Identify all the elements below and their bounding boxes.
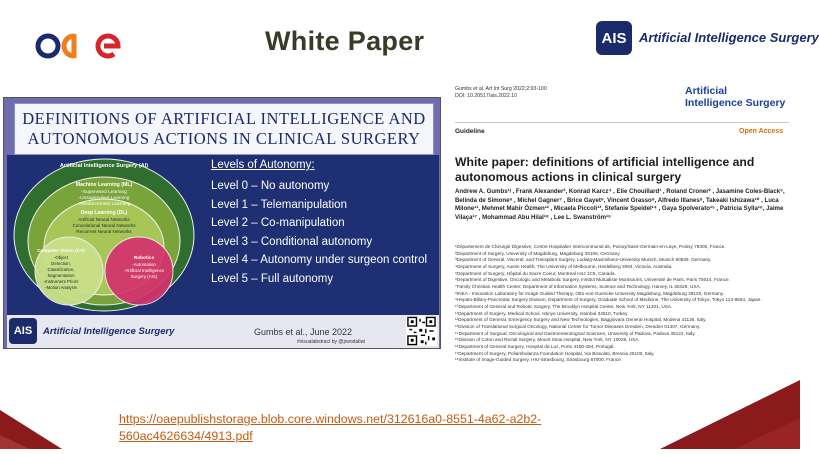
venn-dl-item: Artificial Neural Networks xyxy=(78,217,130,222)
venn-dl-item: Recurrent Neural Networks xyxy=(76,229,132,234)
level-item: Level 1 – Telemanipulation xyxy=(211,198,347,211)
level-item: Level 0 – No autonomy xyxy=(211,180,330,192)
level-item: Level 2 – Co-manipulation xyxy=(211,217,345,229)
affiliation-item: ³Department of General, Visceral, and Transplant Surgery, Ludwig-Maximilians-University Munich, Munich 80539, Germany. xyxy=(455,257,712,263)
venn-cv-item: -Object xyxy=(53,255,69,260)
autonomy-levels xyxy=(211,159,427,288)
affiliation-item: ¹¹Department of Surgery, Medical School, Istinye University, Istanbul 34010, Turkey. xyxy=(455,310,629,316)
poster-body xyxy=(7,155,439,315)
citation-journal-line: Gumbs et al. Art Int Surg 2022;2:93-100 xyxy=(455,86,547,92)
poster-citation: Gumbs et al., June 2022 xyxy=(254,327,353,337)
journal-name-line: Artificial xyxy=(685,85,728,97)
paper-journal-name xyxy=(685,85,785,109)
poster-banner xyxy=(14,103,434,155)
venn-cv-item: Classification, xyxy=(47,267,75,272)
affiliation-item: ²Department of Surgery, University of Magdeburg, Magdeburg 39106, Germany. xyxy=(455,250,621,256)
affiliation-item: ¹²Department of General, Emergency Surgery and New Technologies, Baggiovara General Hospital, Modena 41126, Italy. xyxy=(455,317,707,323)
affiliation-item: ⁴Department of Surgery, Austin Health, The University of Melbourne, Heidelberg 3084, Victoria, Australia. xyxy=(455,263,673,269)
affiliation-item: ¹⁷Department of Surgery, Poliambulanza Foundation Hospital, Via Bissolati, Brescia 25100, Italy. xyxy=(455,350,655,356)
venn-cv-label: Computer Vision (CV) xyxy=(37,248,85,253)
author-list: Andrew A. Gumbs¹ʲ , Frank Alexander³, Konrad Karcz⁴ , Elie Chouillard¹ , Roland Croner² , Jasamine Coles-Black⁵, Belinda de Simone⁶ , Michel Gagner⁷ , Brice Gayet⁸, Vincent Grasso⁹, Alfredo Illanes⁸, Takeaki Ishizawa¹⁰ , Luca Milone¹¹, Mehmet Mahir Özmen¹² , Micaela Piccoli¹³, Stefanie Speidel¹⁴ , Gaya Spolverato¹⁵ , Patricia Sylla¹⁶, Jaime Vilaça¹⁷ , Mohammad Abu Hilal¹⁸ , Lee L. Swanström¹⁹ xyxy=(455,188,785,222)
venn-cv-item: -Instrument Priors xyxy=(43,279,79,284)
poster-footer xyxy=(7,315,439,348)
affiliation-item: ¹⁴Department of Surgical, Oncological and Gastroenterological Sciences, University of Padova, Padova 35122, Italy. xyxy=(455,330,696,336)
source-link-line[interactable]: https://oaepublishstorage.blob.core.windows.net/312616a0-8551-4a62-a2b2- xyxy=(119,412,542,426)
affiliation-item: ¹³Division of Translational Surgical Oncology, National Center for Tumor Diseases Dresden, Dresden 01307, Germany. xyxy=(455,323,701,329)
affiliation-item: ¹⁶Department of General Surgery, Hospital da Luz, Porto 4100-284, Portugal. xyxy=(455,343,615,349)
divider xyxy=(455,122,789,123)
paper-citation xyxy=(455,86,547,100)
oae-logo xyxy=(34,24,126,64)
level-item: Level 5 – Full autonomy xyxy=(211,272,334,285)
affiliation-item: ⁵Department of Surgery, Hôpital du Sacre Coeur, Montreal H4J 1C5, Canada. xyxy=(455,270,616,276)
ai-venn-diagram xyxy=(9,155,199,313)
venn-ml-item: -Reinforcement Learning xyxy=(77,202,131,207)
affiliation-item: ⁶Department of Digestive, Oncologic and Metabolic Surgery, Institut Mutualiste Montsouris, Université de Paris, Paris 75014, France. xyxy=(455,277,730,283)
venn-cv-item: Detection, xyxy=(51,261,71,266)
source-link-line[interactable]: 560ac4626634/4913.pdf xyxy=(119,429,253,443)
venn-cv-item: Segmentation xyxy=(47,273,75,278)
affiliation-item: ¹⁵Division of Colon and Rectal Surgery, Mount Sinai Hospital, New York, NY 10029, USA. xyxy=(455,337,640,343)
venn-ml-item: -Supervised Learning xyxy=(81,190,127,195)
venn-dl-label: Deep Learning (DL) xyxy=(80,210,128,216)
poster-title-line2: AUTONOMOUS ACTIONS IN CLINICAL SURGERY xyxy=(27,129,421,148)
level-item: Level 3 – Conditional autonomy xyxy=(211,235,373,248)
affiliation-item: ¹Département de Chirurgie Digestive, Centre Hospitalier Intercommunal de, Poissy/Saint-Germain-en-Laye, Poissy 78300, France. xyxy=(455,244,726,249)
journal-title: Artificial Intelligence Surgery xyxy=(639,30,819,45)
open-access-badge: Open Access xyxy=(739,128,784,135)
affiliation-item: ⁹Hepato-Biliary-Pancreatic Surgery Division, Department of Surgery, Graduate School of Medicine, The University of Tokyo, Tokyo 113-8654, Japan. xyxy=(455,297,762,303)
visual-abstract-poster xyxy=(3,97,441,349)
level-item: Level 4 – Autonomy under surgeon control xyxy=(211,254,428,266)
ais-logo: AIS xyxy=(596,21,632,55)
citation-doi-line: DOI: 10.20517/ais.2022.10 xyxy=(455,93,518,99)
oae-logo-icon xyxy=(34,24,126,64)
poster-title-line1: DEFINITIONS OF ARTIFICIAL INTELLIGENCE AND xyxy=(22,109,426,128)
paper-title: White paper: definitions of artificial intelligence and autonomous actions in clinical surgery xyxy=(455,155,755,184)
venn-robotics-item: -Artificial Intelligence xyxy=(123,268,165,273)
poster-hashtag: #visualabstract by @pwodaliwi xyxy=(297,339,366,345)
affiliation-item: ¹⁸Institute of Image-Guided Surgery, IHU-Strasbourg, Strasbourg 67000, France. xyxy=(455,357,623,363)
poster-journal-title: Artificial Intelligence Surgery xyxy=(43,326,175,337)
affiliation-item: ⁸INKA - Innovation Laboratory for Image Guided Therapy, Otto-von-Guericke University Magdeburg, Magdeburg 39120, Germany. xyxy=(455,290,725,296)
affiliation-list xyxy=(455,244,795,364)
venn-dl-item: Convolutional Neural Networks xyxy=(72,223,136,228)
page-title: White Paper xyxy=(265,26,425,56)
venn-robotics-item: Surgery (AIS) xyxy=(130,274,158,279)
article-type: Guideline xyxy=(455,128,485,135)
ais-logo-small: AIS xyxy=(9,318,37,344)
venn-ml-label: Machine Learning (ML) xyxy=(75,182,133,188)
source-link[interactable] xyxy=(119,411,589,445)
qr-code-icon xyxy=(406,316,437,346)
journal-name-line: Intelligence Surgery xyxy=(685,97,786,109)
venn-cv-item: -Motion Analysis xyxy=(45,285,77,290)
venn-ml-item: -Unsupervised Learning xyxy=(78,196,130,201)
venn-ai-label: Artificial Intelligence Surgery (AI) xyxy=(59,163,149,169)
venn-robotics-label: Robotics xyxy=(133,256,155,261)
affiliation-item: ¹⁰Department of General and Robotic Surgery, The Brooklyn Hospital Center, New York, NY 11201, USA. xyxy=(455,303,673,309)
levels-heading: Levels of Autonomy: xyxy=(211,159,315,171)
affiliation-item: ⁷Family Christian Health Center, Department of Information Systems, Science and Technology, Harvey, IL 60426, USA. xyxy=(455,283,701,289)
venn-robotics-item: -Automation xyxy=(132,262,156,267)
